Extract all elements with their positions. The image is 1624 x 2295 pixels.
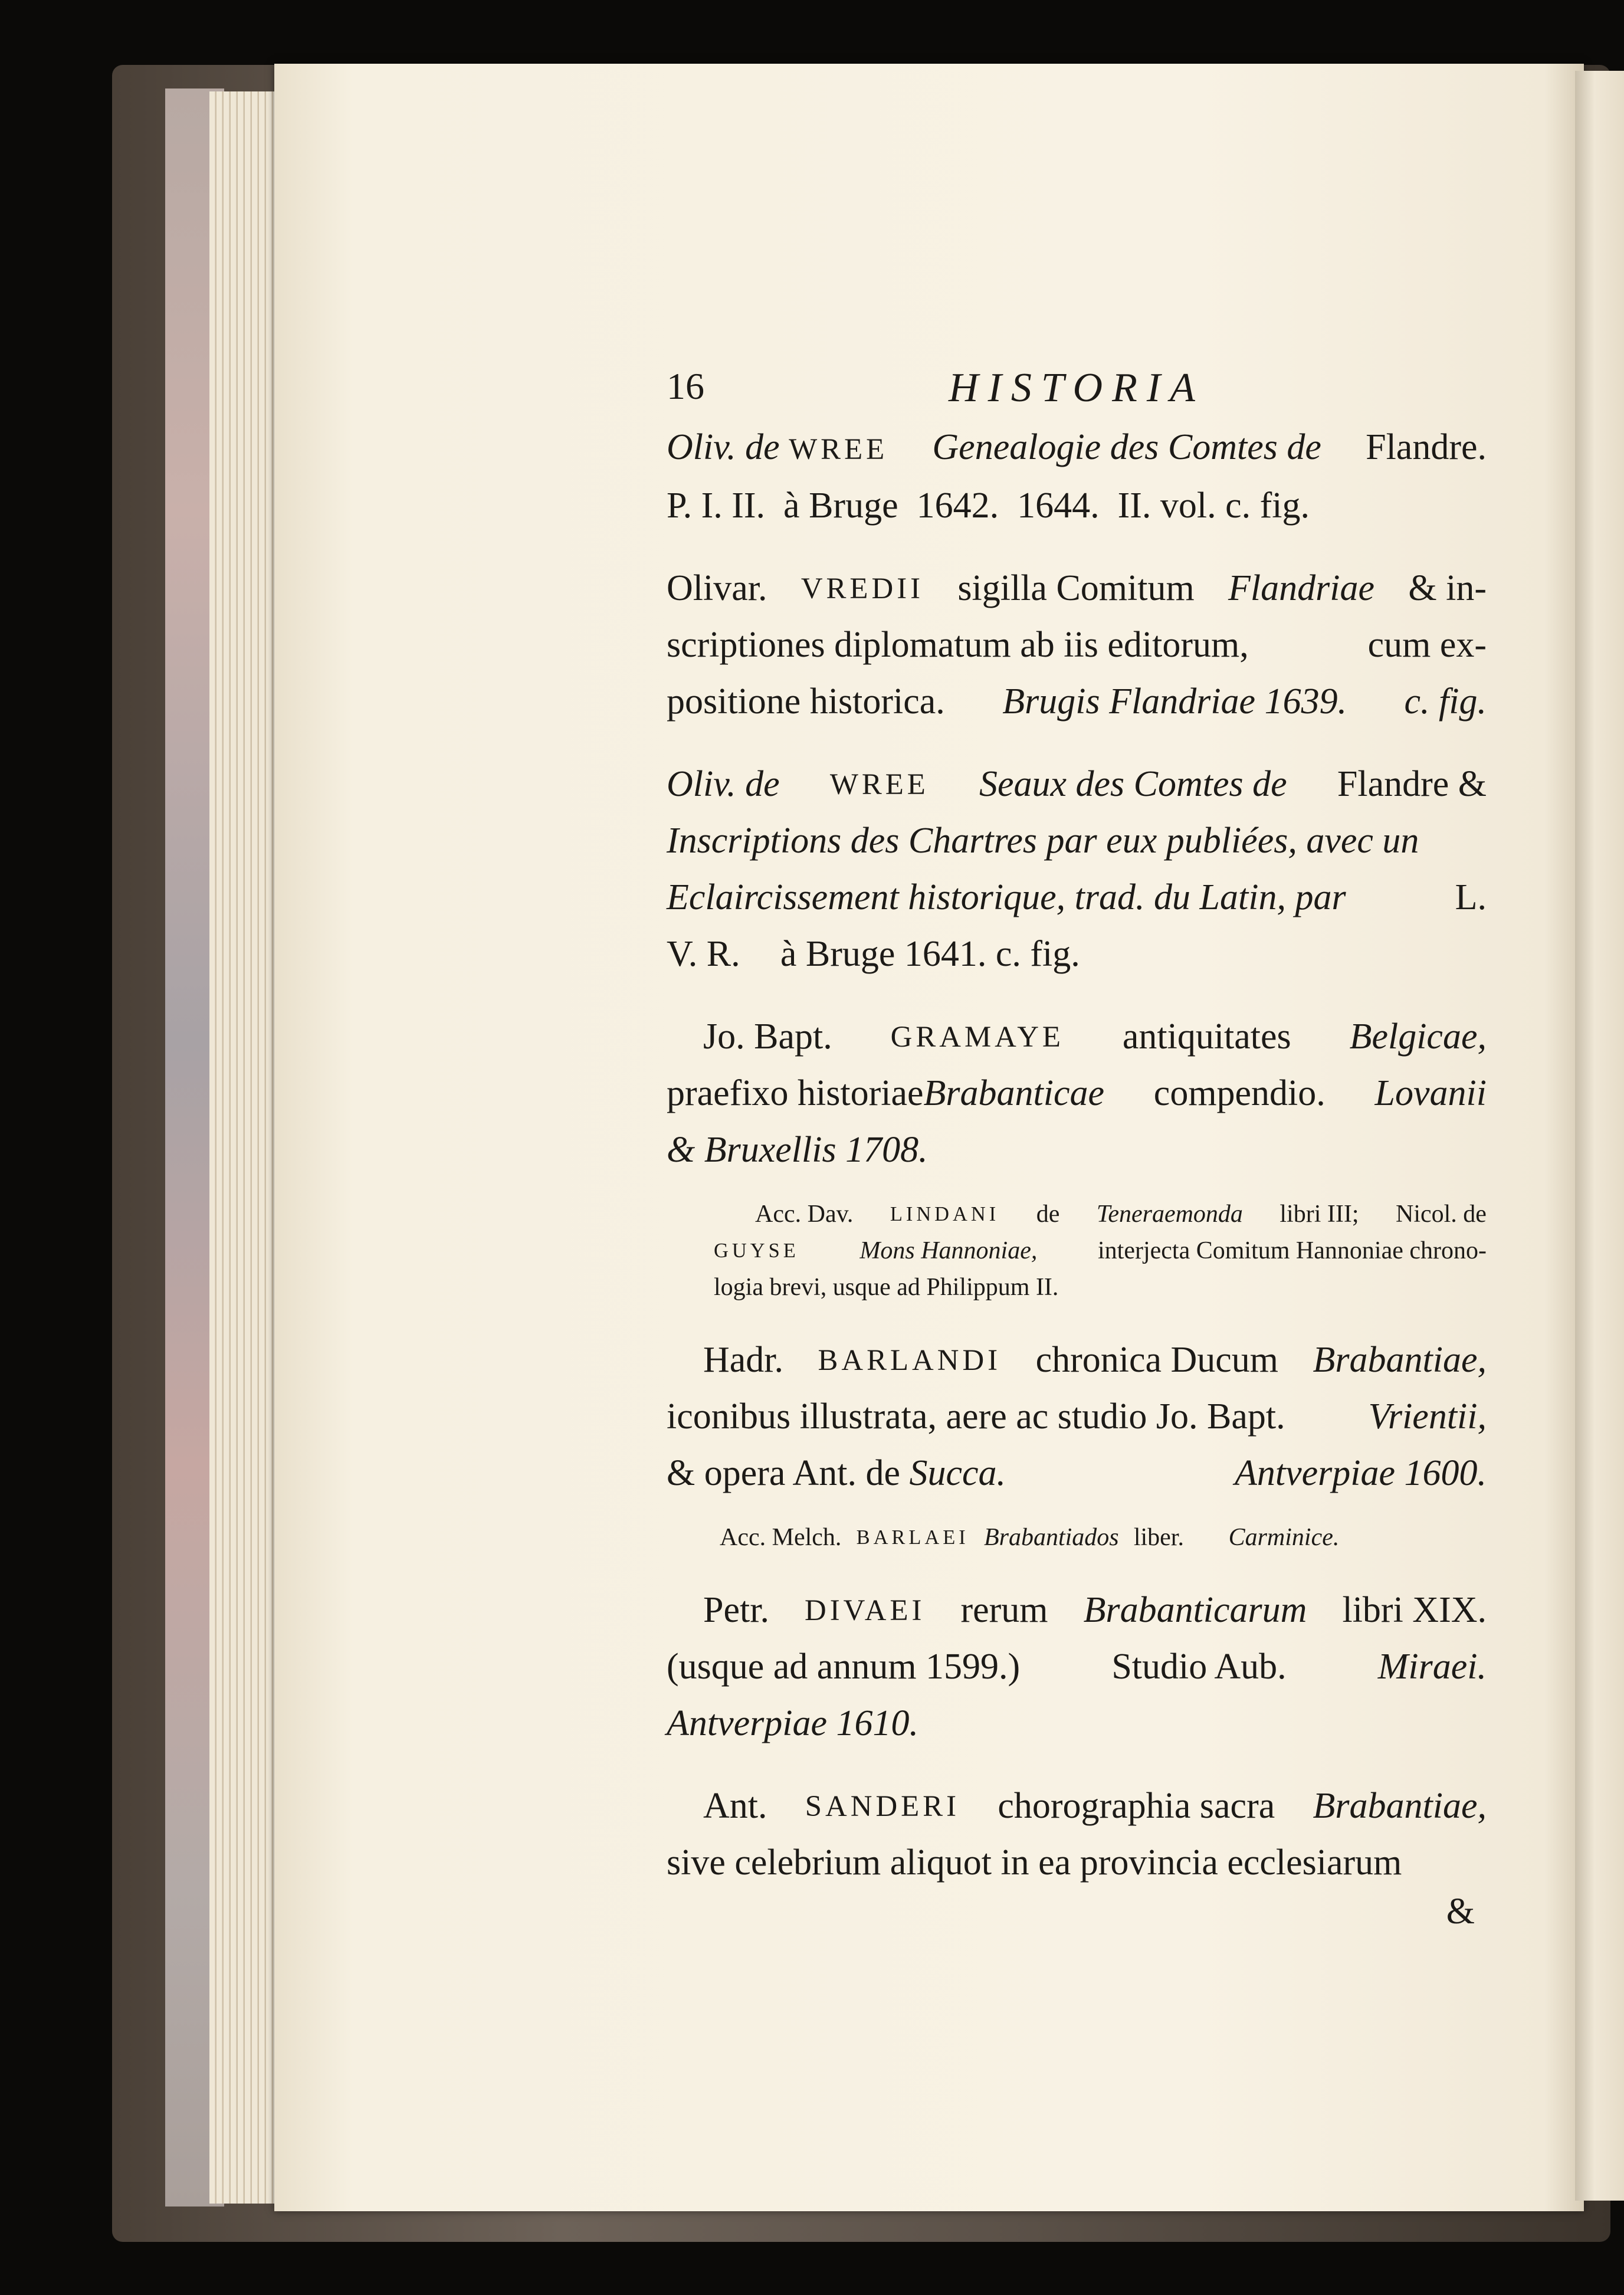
entry-text: chorographia sacra xyxy=(998,1786,1275,1826)
entry-note xyxy=(667,1196,1487,1306)
note-text: Acc. Dav. xyxy=(755,1201,854,1228)
entry-text: compendio. xyxy=(1153,1073,1326,1113)
bibliography-entry xyxy=(667,1332,1487,1501)
entry-text: & in- xyxy=(1408,568,1487,608)
entry-name: Miraei. xyxy=(1377,1647,1487,1687)
entry-note xyxy=(667,1519,1487,1556)
entry-text: chronica Ducum xyxy=(1035,1340,1279,1380)
entry-text: Oliv. de xyxy=(667,764,780,804)
note-text: Carminice. xyxy=(1228,1524,1340,1551)
author-name: DIVAEI xyxy=(804,1594,926,1627)
entry-text: iconibus illustrata, aere ac studio Jo. Bapt. xyxy=(667,1396,1285,1437)
bibliography-entry xyxy=(667,1008,1487,1178)
entry-title: Inscriptions des Chartres par eux publiées, avec un xyxy=(667,821,1419,861)
page-header xyxy=(667,354,1487,419)
bibliography-entry xyxy=(667,419,1487,534)
entry-text: L. xyxy=(1455,877,1487,917)
note-text: interjecta Comitum Hannoniae chrono- xyxy=(1098,1237,1487,1264)
entry-text: P. I. II. à Bruge 1642. 1644. II. vol. c. fig. xyxy=(667,486,1310,526)
entry-text: Ant. xyxy=(703,1786,767,1826)
entry-title: Seaux des Comtes de xyxy=(979,764,1287,804)
note-title: Brabantiados xyxy=(983,1524,1119,1551)
facing-page-edge xyxy=(1575,71,1624,2201)
entry-text: scriptiones diplomatum ab iis editorum, xyxy=(667,625,1249,665)
entry-text: Oliv. xyxy=(667,427,746,467)
entry-title: Brabantiae, xyxy=(1313,1786,1487,1826)
entry-text: libri XIX. xyxy=(1342,1590,1487,1630)
note-text: de xyxy=(1036,1201,1060,1228)
author-name: BARLAEI xyxy=(856,1526,969,1549)
running-title: HISTORIA xyxy=(949,365,1205,411)
entry-text: Studio Aub. xyxy=(1111,1647,1287,1687)
entry-title: Eclaircissement historique, trad. du Latin, par xyxy=(667,877,1346,917)
author-name: VREDII xyxy=(800,572,924,605)
entry-imprint: & Bruxellis 1708. xyxy=(667,1130,928,1170)
entry-text: praefixo historiae xyxy=(667,1073,924,1113)
note-text: Nicol. de xyxy=(1395,1201,1487,1228)
author-name: WREE xyxy=(829,768,929,801)
entry-imprint: Antverpiae 1610. xyxy=(667,1703,919,1743)
entry-title: Brabanticarum xyxy=(1083,1590,1307,1630)
note-text: logia brevi, usque ad Philippum II. xyxy=(714,1274,1059,1301)
note-title: Teneraemonda xyxy=(1096,1201,1243,1228)
entry-title: Brabanticae xyxy=(923,1073,1105,1113)
entry-imprint: Brugis Flandriae 1639. xyxy=(1002,681,1347,722)
entry-text: sive celebrium aliquot in ea provincia ecclesiarum xyxy=(667,1842,1402,1883)
entry-imprint: Antverpiae 1600. xyxy=(1234,1453,1487,1493)
author-name: BARLANDI xyxy=(818,1343,1002,1376)
entry-title: Brabantiae, xyxy=(1313,1340,1487,1380)
bibliography-entry xyxy=(667,1778,1487,1891)
author-name: GUYSE xyxy=(714,1240,799,1262)
entry-text: positione historica. xyxy=(667,681,945,722)
entry-text: Olivar. xyxy=(667,568,767,608)
bibliography-entry xyxy=(667,1582,1487,1752)
entry-text: (usque ad annum 1599.) xyxy=(667,1647,1021,1687)
note-title: Mons Hannoniae, xyxy=(859,1237,1038,1264)
entry-imprint: Lovanii xyxy=(1374,1073,1487,1113)
entry-text: cum ex- xyxy=(1367,625,1487,665)
page-edges xyxy=(209,91,280,2204)
entry-text: V. R. xyxy=(667,934,740,974)
entry-text: rerum xyxy=(960,1590,1048,1630)
note-text: libri III; xyxy=(1279,1201,1359,1228)
entry-text: sigilla Comitum xyxy=(957,568,1195,608)
entry-text: & opera Ant. de xyxy=(667,1453,901,1493)
bibliography-entry xyxy=(667,560,1487,730)
entry-text: Flandre & xyxy=(1337,764,1487,804)
author-name: GRAMAYE xyxy=(890,1020,1064,1053)
entry-title: Belgicae, xyxy=(1349,1017,1487,1057)
author-name: LINDANI xyxy=(890,1203,1000,1225)
entry-name: Succa. xyxy=(909,1453,1006,1493)
note-text: liber. xyxy=(1133,1524,1184,1551)
note-text: Acc. Melch. xyxy=(720,1524,842,1551)
entry-text: de xyxy=(745,427,789,467)
entry-place: Flandriae xyxy=(1228,568,1375,608)
entry-title: Genealogie des Comtes de xyxy=(932,427,1321,467)
bibliography-entry xyxy=(667,756,1487,982)
entry-text: antiquitates xyxy=(1122,1017,1291,1057)
entry-text: Petr. xyxy=(703,1590,769,1630)
entry-text: à Bruge 1641. c. fig. xyxy=(780,934,1080,974)
author-name: WREE xyxy=(789,432,888,465)
author-name: SANDERI xyxy=(805,1789,960,1822)
page-text xyxy=(667,354,1487,1932)
entry-text: Hadr. xyxy=(703,1340,784,1380)
page-number: 16 xyxy=(667,365,704,407)
entry-text: Jo. Bapt. xyxy=(703,1017,832,1057)
entry-text: Flandre. xyxy=(1366,427,1487,467)
entry-text: c. fig. xyxy=(1404,681,1487,722)
catchword: & xyxy=(1446,1891,1475,1932)
entry-name: Vrientii, xyxy=(1368,1396,1487,1437)
